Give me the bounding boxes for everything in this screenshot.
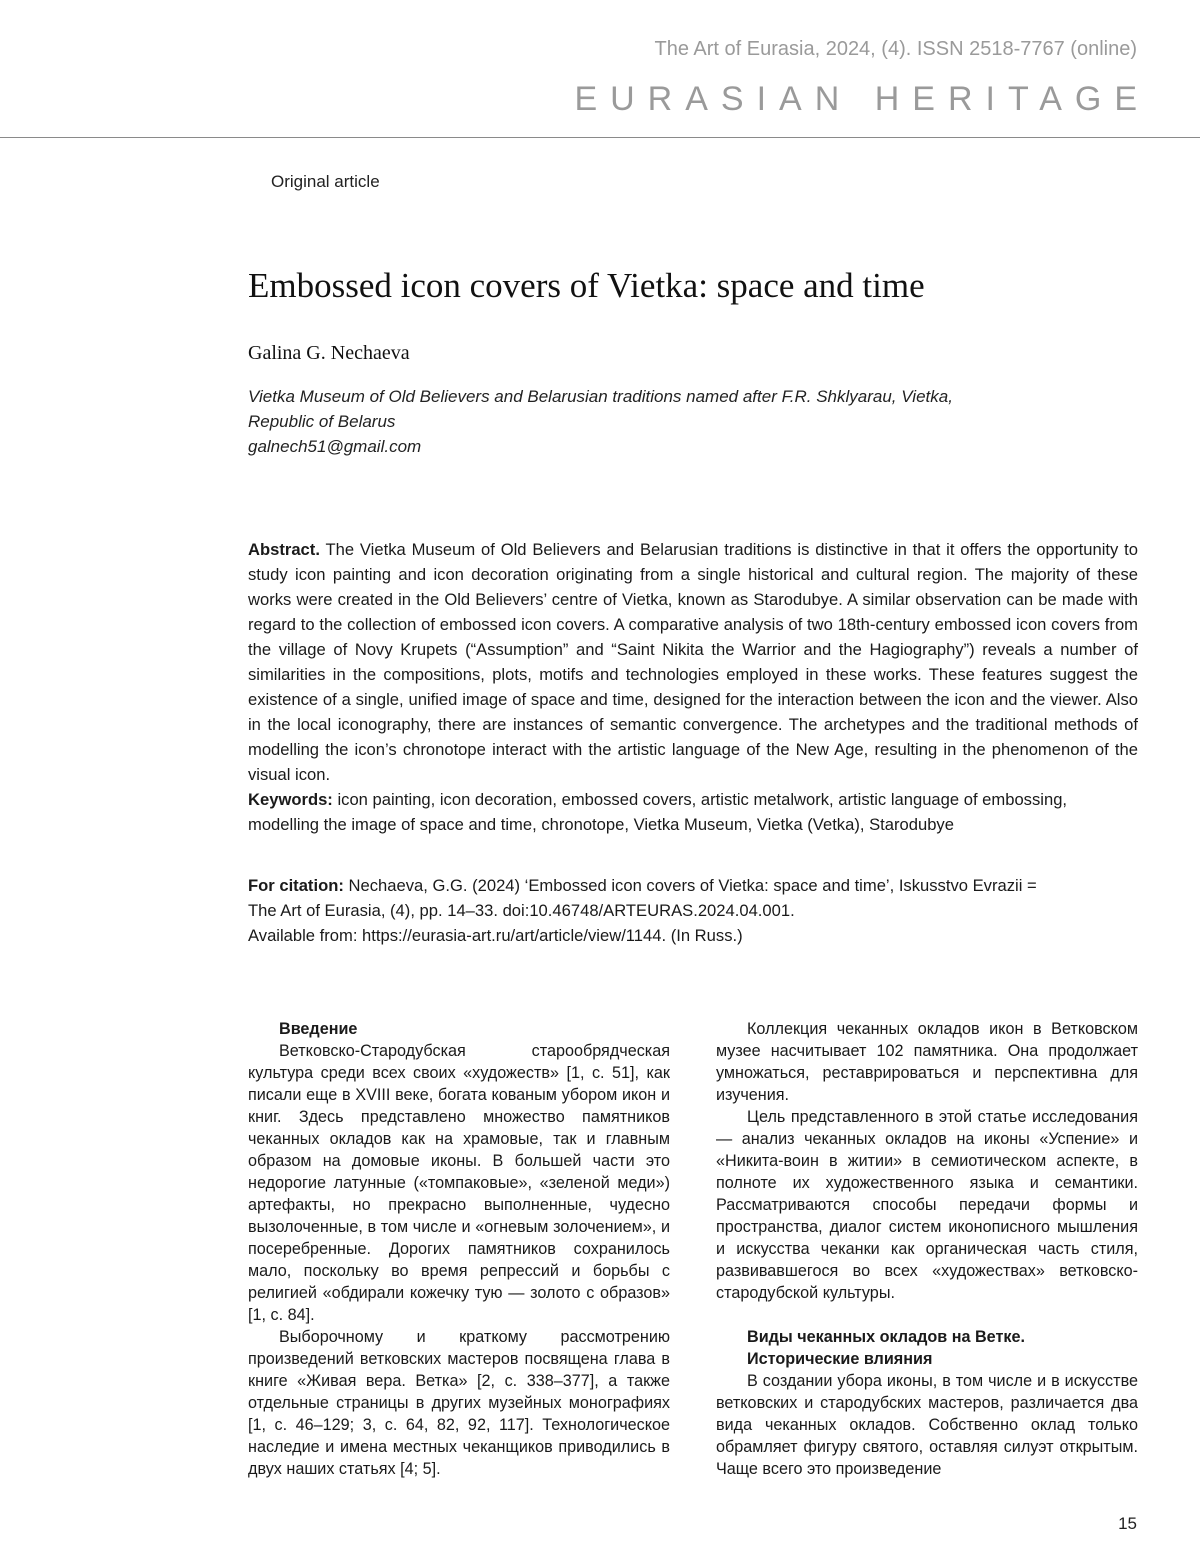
section-heading: Виды чеканных окладов на Ветке. — [747, 1328, 1025, 1346]
citation-line: The Art of Eurasia, (4), pp. 14–33. doi:10.46748/ARTEURAS.2024.04.001. — [248, 901, 795, 920]
citation-block — [248, 873, 1138, 948]
citation-text: Nechaeva, G.G. (2024) ‘Embossed icon covers of Vietka: space and time’, Iskusstvo Evrazii = — [348, 876, 1037, 895]
affiliation-line: Vietka Museum of Old Believers and Belarusian traditions named after F.R. Shklyarau, Vietka, — [248, 387, 953, 406]
keywords — [248, 787, 1138, 837]
header-divider — [0, 137, 1200, 138]
series-title: EURASIAN HERITAGE — [574, 80, 1150, 118]
affiliation-line: Republic of Belarus — [248, 412, 396, 431]
section-heading: Введение — [279, 1020, 358, 1038]
body-column-left — [248, 1018, 670, 1480]
page-number: 15 — [1118, 1514, 1137, 1533]
author-affiliation — [248, 384, 1048, 459]
body-column-right — [716, 1018, 1138, 1480]
abstract-text: The Vietka Museum of Old Believers and Belarusian traditions is distinctive in that it offers the opportunity to study icon painting and icon decoration originating from a single historical and cultural region. The majority of these works were created in the Old Believers’ centre of Vietka, known as Starodubye. A similar observation can be made with regard to the collection of embossed icon covers. A comparative analysis of two 18th-century embossed icon covers from the village of Novy Krupets (“Assumption” and “Saint Nikita the Warrior and the Hagiography”) reveals a number of similarities in the compositions, plots, motifs and technologies employed in these works. These features suggest the existence of a single, unified image of space and time, designed for the interaction between the icon and the viewer. Also in the local iconography, there are instances of semantic convergence. The archetypes and the traditional methods of modelling the icon’s chronotope interact with the artistic language of the New Age, resulting in the phenomenon of the visual icon. — [248, 540, 1139, 784]
article-title: Embossed icon covers of Vietka: space and time — [248, 266, 925, 305]
body-paragraph: Цель представленного в этой статье исследования — анализ чеканных окладов на иконы «Успение» и «Никита-воин в житии» в семиотическом аспекте, в полноте их художественного языка и семантики. Рассматриваются способы передачи формы и пространства, диалог систем иконописного мышления и искусства чеканки как органическая часть стиля, развивавшегося во всех «художествах» ветковско-стародубской культуры. — [716, 1108, 1138, 1302]
body-paragraph: В создании убора иконы, в том числе и в искусстве ветковских и стародубских мастеров, различается два вида чеканных окладов. Собственно оклад только обрамляет фигуру святого, оставляя силуэт открытым. Чаще всего это произведение — [716, 1372, 1138, 1478]
abstract-label: Abstract. — [248, 540, 320, 559]
body-paragraph: Коллекция чеканных окладов икон в Ветковском музее насчитывает 102 памятника. Она продолжает умножаться, реставрироваться и перспективна для изучения. — [716, 1020, 1138, 1104]
paragraph-spacer — [716, 1304, 1138, 1326]
citation-label: For citation: — [248, 876, 344, 895]
citation-line[interactable]: Available from: https://eurasia-art.ru/art/article/view/1144. (In Russ.) — [248, 926, 743, 945]
author-name: Galina G. Nechaeva — [248, 342, 410, 364]
article-type-label: Original article — [271, 172, 380, 191]
body-paragraph: Ветковско-Стародубская старообрядческая культура среди всех своих «художеств» [1, с. 51], как писали еще в XVIII веке, богата кованым убором икон и книг. Здесь представлено множество памятников чеканных окладов как на храмовые, так и главным образом на домовые иконы. В большей части это недорогие латунные («томпаковые», «зеленой меди») артефакты, но прекрасно выполненные, чудесно вызолоченные, в том числе и «огневым золочением», и посеребренные. Дорогих памятников сохранилось мало, поскольку во время репрессий и борьбы с религией «обдирали кожечку тую — золото с образов» [1, с. 84]. — [248, 1042, 670, 1324]
citation-line — [248, 873, 1138, 898]
author-email[interactable]: galnech51@gmail.com — [248, 437, 422, 456]
keywords-text: icon painting, icon decoration, embossed covers, artistic metalwork, artistic language of embossing, modelling the image of space and time, chronotope, Vietka Museum, Vietka (Vetka), Starodubye — [248, 790, 1068, 834]
section-heading: Исторические влияния — [747, 1350, 933, 1368]
keywords-label: Keywords: — [248, 790, 333, 809]
journal-citation-line: The Art of Eurasia, 2024, (4). ISSN 2518-7767 (online) — [654, 38, 1137, 60]
body-paragraph: Выборочному и краткому рассмотрению произведений ветковских мастеров посвящена глава в книге «Живая вера. Ветка» [2, с. 338–377], а также отдельные страницы в других музейных монографиях [1, с. 46–129; 3, с. 64, 82, 92, 117]. Технологическое наследие и имена местных чеканщиков приводились в двух наших статьях [4; 5]. — [248, 1328, 670, 1478]
abstract — [248, 537, 1138, 787]
